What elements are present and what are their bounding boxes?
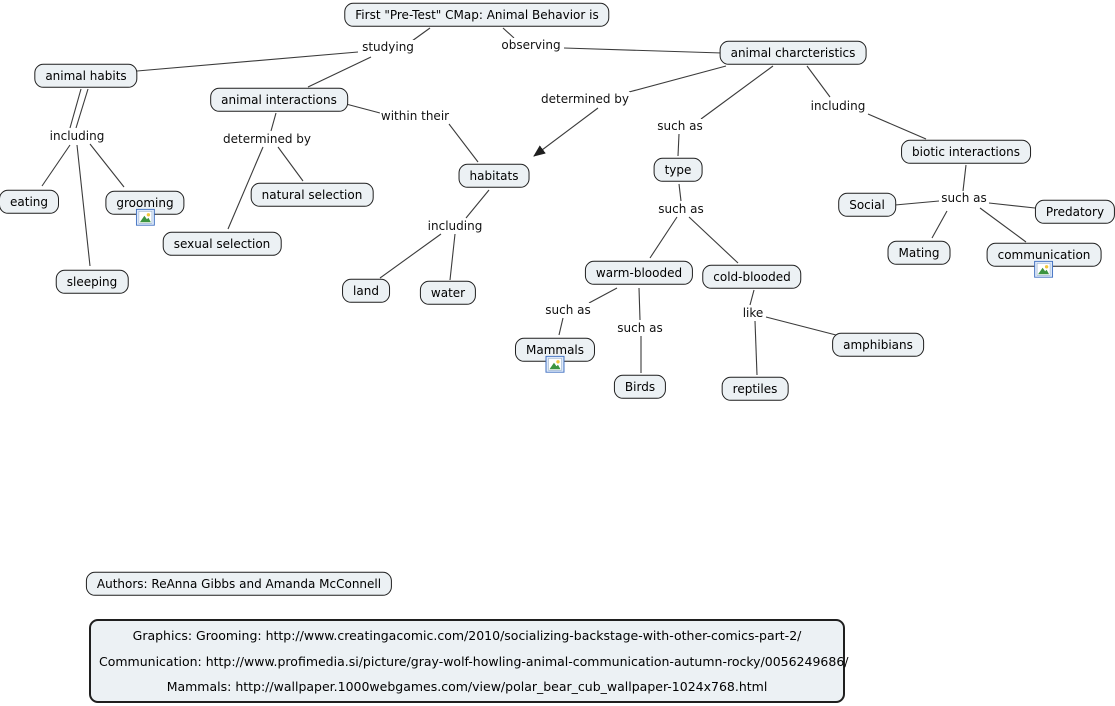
- node-label: Birds: [624, 379, 656, 394]
- node-label: Mating: [898, 245, 940, 260]
- link-label-such-as-mammals[interactable]: such as: [545, 303, 591, 317]
- node-label: sexual selection: [173, 236, 271, 251]
- node-label: Predatory: [1045, 204, 1105, 219]
- connector: [750, 290, 754, 305]
- image-icon[interactable]: [1035, 261, 1054, 278]
- node-label: water: [430, 285, 466, 300]
- node-label: land: [353, 283, 379, 298]
- node-communication[interactable]: [987, 243, 1102, 267]
- link-label-studying[interactable]: studying: [362, 40, 414, 54]
- connector: [278, 147, 303, 181]
- connector: [689, 217, 738, 263]
- connector: [466, 190, 489, 218]
- connector: [807, 66, 830, 97]
- credit-line-mammals: Mammals: http://wallpaper.1000webgames.com/view/polar_bear_cub_wallpaper-1024x768.html: [166, 679, 768, 694]
- node-label: sleeping: [66, 274, 118, 289]
- link-label-such-as-type[interactable]: such as: [657, 119, 703, 133]
- node-birds[interactable]: [614, 375, 666, 399]
- node-root[interactable]: [344, 3, 609, 27]
- node-water[interactable]: [420, 281, 476, 305]
- node-label: reptiles: [732, 381, 778, 396]
- connector: [629, 66, 726, 92]
- connector: [868, 114, 926, 139]
- connector: [755, 321, 757, 375]
- connector: [70, 89, 81, 128]
- node-label: animal habits: [45, 68, 127, 83]
- connector: [895, 201, 939, 205]
- node-label: Authors: ReAnna Gibbs and Amanda McConnell: [96, 576, 382, 591]
- image-icon[interactable]: [136, 209, 155, 226]
- node-habitats[interactable]: [459, 164, 530, 188]
- node-social[interactable]: [838, 193, 896, 217]
- node-label: grooming: [116, 195, 174, 210]
- link-label-within-their[interactable]: within their: [380, 109, 450, 123]
- connector: [589, 288, 617, 303]
- node-cold-blooded[interactable]: [702, 265, 801, 289]
- node-label: amphibians: [843, 337, 913, 352]
- connector: [42, 145, 70, 186]
- link-label-such-as-birds[interactable]: such as: [617, 321, 663, 335]
- connector: [678, 134, 679, 156]
- node-label: communication: [997, 247, 1091, 262]
- node-animal-habits[interactable]: [34, 64, 137, 88]
- link-label-including-biotic[interactable]: including: [810, 99, 866, 113]
- connector: [639, 288, 640, 320]
- connector: [137, 52, 358, 71]
- link-label-including-habits[interactable]: including: [49, 129, 105, 143]
- connector: [766, 317, 836, 335]
- node-type[interactable]: [654, 158, 703, 182]
- node-amphibians[interactable]: [832, 333, 924, 357]
- node-label: habitats: [469, 168, 519, 183]
- node-sexual-selection[interactable]: [163, 232, 282, 256]
- link-label-like[interactable]: like: [742, 306, 764, 320]
- node-label: warm-blooded: [595, 265, 683, 280]
- node-label: First "Pre-Test" CMap: Animal Behavior is: [355, 7, 599, 22]
- connector: [650, 217, 677, 258]
- link-label-determined-by-interactions[interactable]: determined by: [223, 132, 311, 146]
- node-eating[interactable]: [0, 190, 59, 214]
- node-animal-charcteristics[interactable]: [720, 41, 867, 65]
- connector: [77, 145, 90, 266]
- node-label: Mammals: [525, 342, 585, 357]
- link-label-such-as-blooded[interactable]: such as: [658, 202, 704, 216]
- connector: [76, 89, 88, 128]
- node-label: animal charcteristics: [730, 45, 856, 60]
- link-label-determined-by-charcteristics[interactable]: determined by: [541, 92, 629, 106]
- node-mating[interactable]: [888, 241, 951, 265]
- node-label: Social: [849, 197, 885, 212]
- connector: [346, 104, 380, 113]
- node-reptiles[interactable]: [722, 377, 789, 401]
- node-label: natural selection: [261, 187, 363, 202]
- connector: [701, 66, 773, 119]
- node-biotic-interactions[interactable]: [901, 140, 1031, 164]
- connector: [534, 108, 598, 156]
- connector: [989, 203, 1035, 208]
- node-warm-blooded[interactable]: [585, 261, 693, 285]
- credit-line-grooming: Graphics: Grooming: http://www.creatingacomic.com/2010/socializing-backstage-with-other-comics-part-2/: [132, 628, 802, 643]
- node-label: eating: [10, 194, 48, 209]
- node-mammals[interactable]: [515, 338, 595, 362]
- connector: [271, 113, 276, 131]
- node-label: cold-blooded: [713, 269, 791, 284]
- credit-line-communication: Communication: http://www.profimedia.si/picture/gray-wolf-howling-animal-communication-autumn-rocky/0056249686/: [99, 653, 849, 669]
- graphics-credits-box[interactable]: [89, 619, 849, 703]
- node-label: type: [664, 162, 692, 177]
- node-grooming[interactable]: [105, 191, 184, 215]
- node-sleeping[interactable]: [56, 270, 129, 294]
- connector: [450, 234, 455, 280]
- node-animal-interactions[interactable]: [210, 88, 348, 112]
- connector: [559, 318, 563, 335]
- link-label-such-as-biotic[interactable]: such as: [941, 191, 987, 205]
- node-label: biotic interactions: [912, 144, 1020, 159]
- connector: [679, 184, 681, 201]
- connector: [932, 211, 947, 238]
- image-icon[interactable]: [546, 356, 565, 373]
- connector: [449, 124, 478, 162]
- node-predatory[interactable]: [1035, 200, 1115, 224]
- connector: [380, 234, 441, 278]
- node-natural-selection[interactable]: [251, 183, 374, 207]
- connector: [308, 57, 371, 87]
- link-label-observing[interactable]: observing: [501, 38, 561, 52]
- node-authors[interactable]: [86, 572, 392, 596]
- link-label-including-habitats[interactable]: including: [427, 219, 483, 233]
- connector: [980, 208, 1026, 242]
- connector: [503, 28, 514, 38]
- node-land[interactable]: [342, 279, 390, 303]
- connector: [90, 144, 124, 187]
- connector: [963, 165, 966, 191]
- node-label: animal interactions: [221, 92, 337, 107]
- connector: [564, 48, 722, 53]
